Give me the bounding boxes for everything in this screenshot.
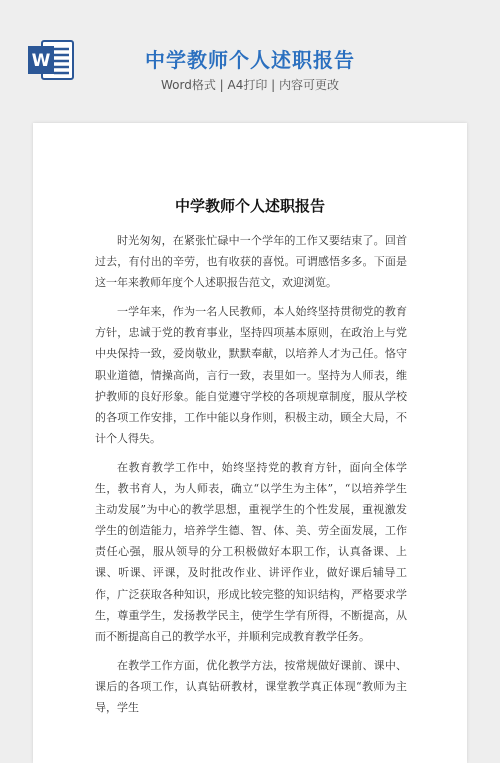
word-icon-letter: W	[31, 51, 51, 71]
format-info: Word格式 | A4打印 | 内容可更改	[160, 78, 340, 92]
document-title: 中学教师个人述职报告	[174, 197, 325, 215]
paragraph: 在教育教学工作中，始终坚持党的教育方针，面向全体学生，教书育人，为人师表，确立“以学生为主体”，“以培养学生主动发展”为中心的教学思想，重视学生的个性发展，重视激发学生的创造能力，培养学生德、智、体、美、劳全面发展，工作责任心强，服从领导的分工积极做好本职工作，认真备课、上课、听课、评课，及时批改作业、讲评作业，做好课后辅导工作，广泛获取各种知识，形成比较完整的知识结构，严格要求学生，尊重学生，发扬教学民主，使学生学有所得，不断提高，从而不断提高自己的教学水平，并顺利完成教育教学任务。	[95, 460, 407, 643]
page-header	[0, 0, 500, 112]
paragraph: 时光匆匆，在紧张忙碌中一个学年的工作又要结束了。回首过去，有付出的辛劳，也有收获的喜悦。可谓感悟多多。下面是这一年来教师年度个人述职报告范文，欢迎浏览。	[95, 234, 407, 290]
document-body	[95, 230, 407, 726]
paragraph: 在教学工作方面，优化教学方法，按常规做好课前、课中、课后的各项工作，认真钻研教材，课堂教学真正体现“教师为主导，学生	[95, 658, 407, 714]
paragraph: 一学年来，作为一名人民教师，本人始终坚持贯彻党的教育方针，忠诚于党的教育事业，坚持四项基本原则，在政治上与党中央保持一致，爱岗敬业，默默奉献，以培养人才为己任。恪守职业道德，情操高尚，言行一致，表里如一。坚持为人师表，维护教师的良好形象。能自觉遵守学校的各项规章制度，服从学校的各项工作安排，工作中能以身作则，积极主动，顾全大局，不计个人得失。	[95, 305, 407, 445]
page-title: 中学教师个人述职报告	[145, 48, 355, 72]
